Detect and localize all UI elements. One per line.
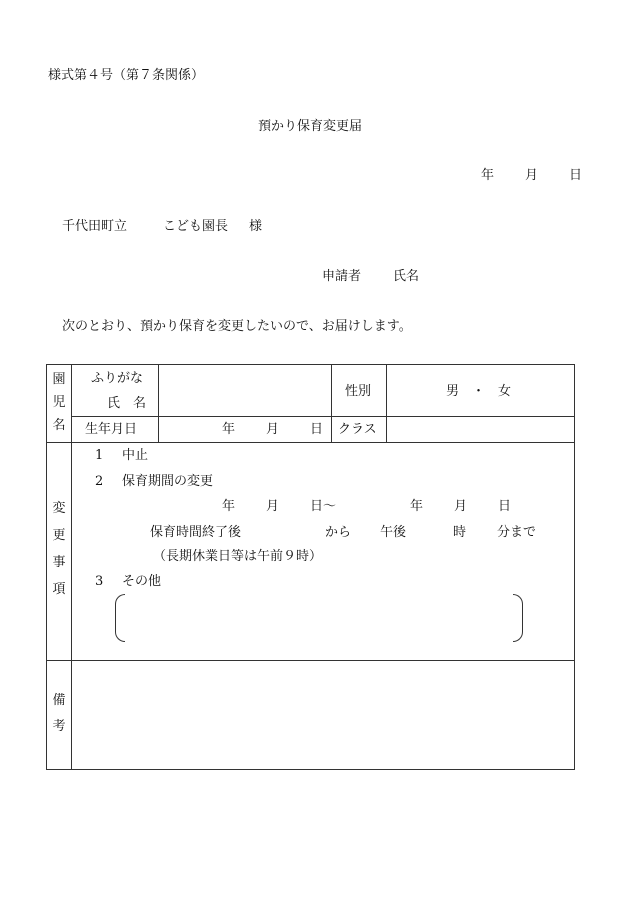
period-start-day: 日～ <box>310 499 337 514</box>
item1-number: 1 <box>95 448 104 463</box>
remarks-label: 備 考 <box>52 693 66 734</box>
date-month-label: 月 <box>525 168 539 183</box>
addressee-town: 千代田町立 <box>62 219 128 234</box>
item3-number: 3 <box>95 574 104 589</box>
item3-other: その他 <box>122 574 162 589</box>
form-table <box>46 364 575 770</box>
item1-cancel: 中止 <box>122 448 149 463</box>
item2-period-change: 保育期間の変更 <box>122 474 214 489</box>
period-start-month: 月 <box>266 499 280 514</box>
item2-number: 2 <box>95 474 104 489</box>
birth-year-label: 年 <box>222 422 236 437</box>
gender-label: 性別 <box>345 384 372 399</box>
applicant-name-label: 氏名 <box>393 269 420 284</box>
period-end-year: 年 <box>410 499 424 514</box>
furigana-label: ふりがな <box>91 371 144 386</box>
period-start-year: 年 <box>222 499 236 514</box>
form-title: 預かり保育変更届 <box>258 119 363 134</box>
intro-text: 次のとおり、預かり保育を変更したいので、お届けします。 <box>62 319 412 334</box>
period-end-month: 月 <box>454 499 468 514</box>
change-items-label: 変 更 事 項 <box>52 501 66 597</box>
hour-label: 時 <box>453 525 467 540</box>
other-bracket-left <box>115 594 125 642</box>
child-name-label: 園 児 名 <box>52 372 66 433</box>
date-day-label: 日 <box>569 168 583 183</box>
other-bracket-right <box>513 594 523 642</box>
addressee-school: こども園長 <box>163 219 229 234</box>
from-label: から <box>325 525 352 540</box>
minute-until-label: 分まで <box>497 525 537 540</box>
birthdate-label: 生年月日 <box>85 422 138 437</box>
birth-month-label: 月 <box>266 422 280 437</box>
class-label: クラス <box>338 422 377 437</box>
birth-day-label: 日 <box>310 422 324 437</box>
name-label: 氏 名 <box>107 396 147 411</box>
holiday-note: （長期休業日等は午前９時） <box>153 549 323 564</box>
form-number: 様式第４号（第７条関係） <box>48 68 205 83</box>
addressee-honorific: 様 <box>249 219 263 234</box>
pm-label: 午後 <box>380 525 407 540</box>
date-year-label: 年 <box>481 168 495 183</box>
after-hours-label: 保育時間終了後 <box>150 525 242 540</box>
period-end-day: 日 <box>498 499 512 514</box>
gender-options: 男 ・ 女 <box>446 384 512 399</box>
applicant-label: 申請者 <box>322 269 362 284</box>
